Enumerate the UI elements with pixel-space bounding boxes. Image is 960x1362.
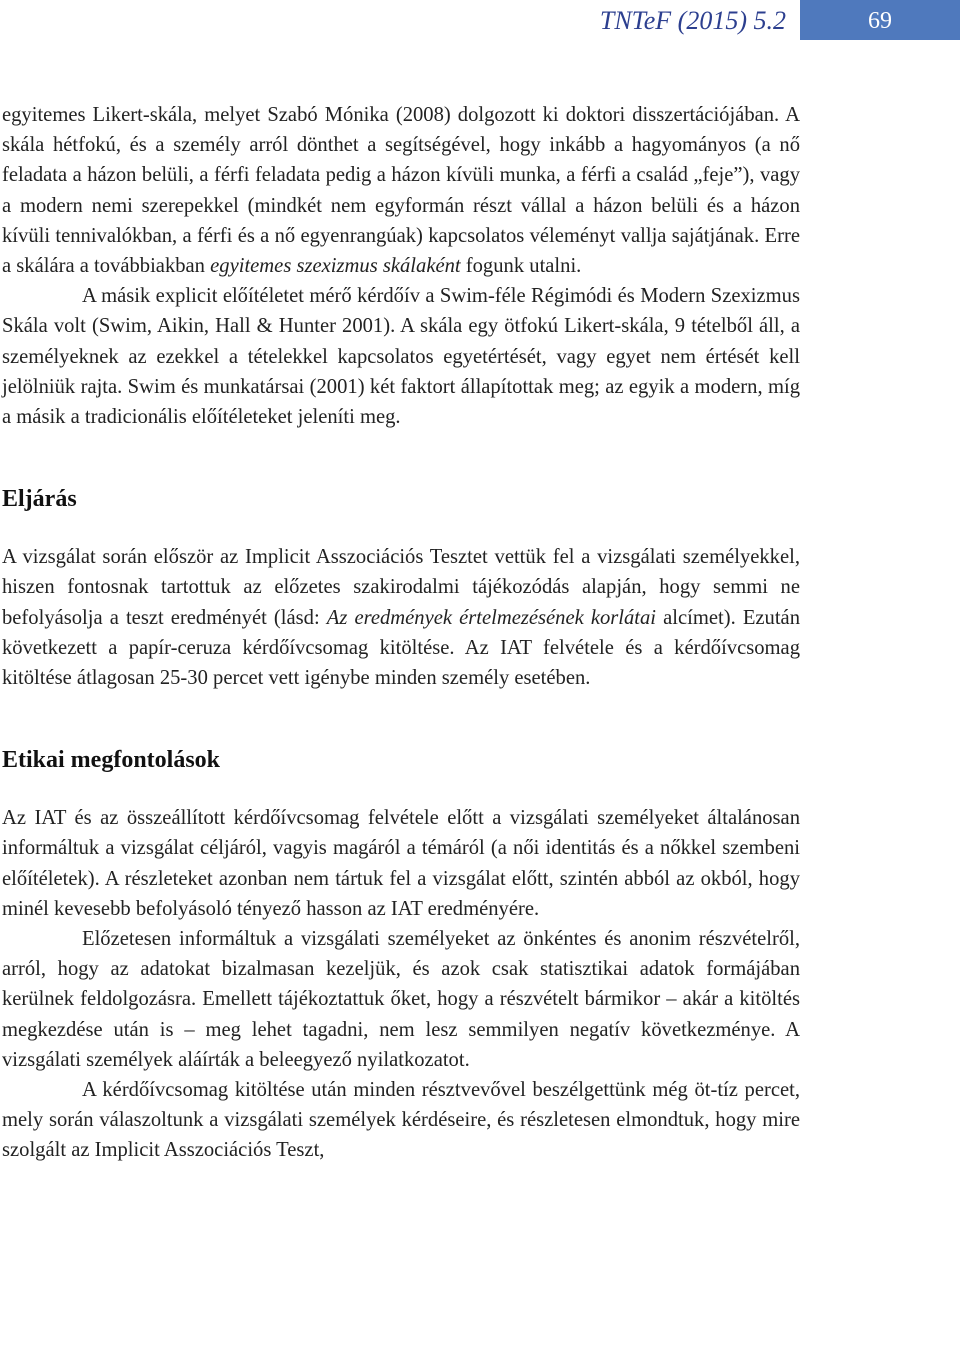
eljaras-paragraph-1-end: alcímet). Ezután következett a papír-ceruza kérdőívcsomag kitöltése. Az IAT felvétele és a kérdőívcsomag kitöltése átlagosan 25-30 percet vett igénybe minden személy esetében. bbox=[2, 606, 800, 690]
journal-reference: TNTeF (2015) 5.2 bbox=[599, 6, 786, 35]
etikai-paragraph-2: Előzetesen informáltuk a vizsgálati személyeket az önkéntes és anonim részvételről, arról, hogy az adatokat bizalmasan kezeljük, és azok csak statisztikai adatok formájában kerülnek feldolgozásra. Emellett tájékoztattuk őket, hogy a részvételt bármikor – akár a kitöltés megkezdése után is – meg lehet tagadni, nem lesz semmilyen negatív következménye. A vizsgálati személyek aláírták a beleegyező nyilatkozatot. bbox=[2, 928, 800, 1071]
page-number-box bbox=[800, 0, 960, 40]
etikai-paragraph-3: A kérdőívcsomag kitöltése után minden résztvevővel beszélgettünk még öt-tíz percet, mely során válaszoltunk a vizsgálati személyek kérdéseire, és részletesen elmondtuk, hogy mire szolgált az Implicit Asszociációs Teszt, bbox=[2, 1079, 800, 1162]
page-number: 69 bbox=[868, 8, 892, 34]
intro-paragraph-1-emphasis: egyitemes szexizmus skálaként bbox=[210, 255, 461, 278]
heading-eljaras: Eljárás bbox=[2, 486, 77, 513]
intro-paragraph-1 bbox=[2, 100, 800, 281]
eljaras-paragraph-1-emphasis: Az eredmények értelmezésének korlátai bbox=[326, 606, 657, 629]
etikai-paragraph-1: Az IAT és az összeállított kérdőívcsomag felvétele előtt a vizsgálati személyeket általánosan informáltuk a vizsgálat céljáról, vagyis magáról a témáról (a női identitás és a nőkkel szembeni előítéletek). A részleteket azonban nem tártuk fel a vizsgálat előtt, szintén abból az okból, hogy minél kevesebb befolyásoló tényező hasson az IAT eredményére. bbox=[2, 807, 800, 920]
eljaras-paragraph-1-text: A vizsgálat során először az Implicit Asszociációs Tesztet vettük fel a vizsgálati személyekkel, hiszen fontosnak tartottuk az előzetes szakirodalmi tájékozódás alapján, hogy semmi ne befolyásolja a teszt eredményét (lásd: bbox=[2, 546, 800, 629]
intro-paragraph-1-end: fogunk utalni. bbox=[465, 255, 582, 278]
section-spacer bbox=[2, 693, 800, 745]
page-body bbox=[2, 100, 800, 1166]
page-header bbox=[0, 0, 960, 44]
heading-spacer bbox=[2, 514, 800, 542]
heading-etikai-megfontolasok: Etikai megfontolások bbox=[2, 747, 221, 774]
intro-paragraph-2: A másik explicit előítéletet mérő kérdőív a Swim-féle Régimódi és Modern Szexizmus Skála volt (Swim, Aikin, Hall & Hunter 2001). A skála egy ötfokú Likert-skála, 9 tételből áll, a személyeknek az ezekkel a tételekkel kapcsolatos egyetértését, vagy egyet nem értését kell jelölniük rajta. Swim és munkatársai (2001) két faktort állapítottak meg; az egyik a modern, míg a másik a tradicionális előítéleteket jeleníti meg. bbox=[2, 285, 800, 429]
eljaras-paragraph-1 bbox=[2, 542, 800, 693]
section-spacer bbox=[2, 432, 800, 484]
intro-paragraph-1-text: egyitemes Likert-skála, melyet Szabó Mónika (2008) dolgozott ki doktori disszertációjában. A skála hétfokú, és a személy arról dönthet a segítségével, hogy inkább a hagyományos (a nő feladata a házon belüli, a férfi feladata pedig a házon kívüli munka, a férfi a család „feje”), vagy a modern nemi szerepekkel (mindkét nem egyformán részt vállal a házon belüli és a házon kívüli tennivalókban, a férfi és a nő egyenrangúak) kapcsolatos véleményt vallja sajátjának. Erre a skálára a továbbiakban bbox=[2, 104, 800, 278]
heading-spacer bbox=[2, 775, 800, 803]
